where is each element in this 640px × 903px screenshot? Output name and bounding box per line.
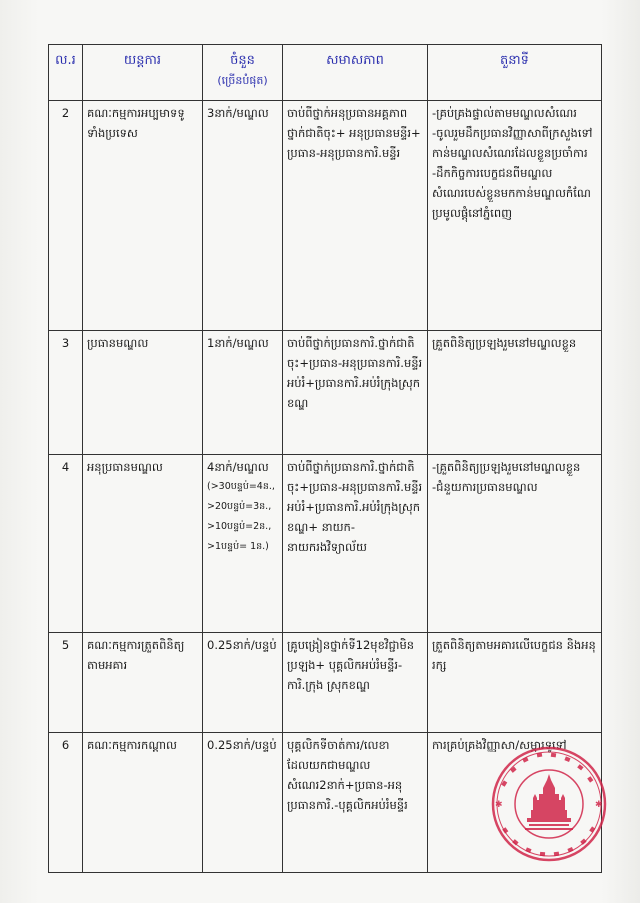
count-line: 0.25នាក់/បន្ទប់ — [207, 738, 277, 752]
duty-line: ត្រួតពិនិត្យតាមអគារលើបេក្ខជន និងអនុរក្ស — [432, 638, 596, 672]
row-duty — [428, 633, 602, 733]
count-line: 1នាក់/មណ្ឌល — [207, 336, 269, 350]
duty-line: -គ្រួតពិនិត្យប្រឡងរួមនៅមណ្ឌលខ្លួន — [432, 460, 581, 474]
row-number: 3 — [49, 331, 83, 455]
row-number: 2 — [49, 101, 83, 331]
row-mechanism: គណៈកម្មការត្រួតពិនិត្យតាមអគារ — [83, 633, 203, 733]
official-seal-stamp — [489, 744, 609, 864]
row-mechanism: ប្រធានមណ្ឌល — [83, 331, 203, 455]
svg-text:✱: ✱ — [495, 800, 503, 810]
count-line: 3នាក់/មណ្ឌល — [207, 106, 269, 120]
row-mechanism: គណៈកម្មការកណ្តាល — [83, 733, 203, 873]
count-note-line: >20បន្ទប់=3ន., — [207, 501, 272, 512]
duty-line: -ជំនួយការប្រធានមណ្ឌល — [432, 480, 538, 494]
duty-line: -គ្រប់គ្រងផ្ទាល់តាមមណ្ឌលសំណេរ — [432, 106, 577, 120]
table-row — [49, 331, 602, 455]
header-no: ល.រ — [49, 45, 83, 101]
row-number: 4 — [49, 455, 83, 633]
row-mechanism: អនុប្រធានមណ្ឌល — [83, 455, 203, 633]
count-line: 0.25នាក់/បន្ទប់ — [207, 638, 277, 652]
table-row — [49, 455, 602, 633]
count-note-line: (>30បន្ទប់=4ន., — [207, 481, 275, 492]
row-duty — [428, 455, 602, 633]
count-note-line: >1បន្ទប់= 1ន.) — [207, 541, 269, 552]
header-duty: តួនាទី — [428, 45, 602, 101]
count-note-line: >10បន្ទប់=2ន., — [207, 521, 272, 532]
row-count — [203, 331, 283, 455]
row-composition: ចាប់ពីថ្នាក់ប្រធានការិ.ថ្នាក់ជាតិចុះ+ប្រធាន-អនុប្រធានការិ.មន្ទីរអប់រំ+ប្រធានការិ.អប់រំក្រុងស្រុកខណ្ឌ — [283, 331, 428, 455]
header-composition: សមាសភាព — [283, 45, 428, 101]
row-number: 6 — [49, 733, 83, 873]
row-count — [203, 633, 283, 733]
svg-text:✱: ✱ — [595, 800, 603, 810]
row-composition: បុគ្គលិកទីចាត់ការ/លេខាដែលយកជាមណ្ឌលសំណេរ2នាក់+ប្រធាន-អនុប្រធានការិ.-បុគ្គលិកអប់រំមន្ទីរ — [283, 733, 428, 873]
row-number: 5 — [49, 633, 83, 733]
header-count-note: (ច្រើនបំផុត) — [217, 74, 268, 87]
row-composition: ចាប់ពីថ្នាក់អនុប្រធានអគ្គភាពថ្នាក់ជាតិចុះ+ អនុប្រធានមន្ទីរ+ ប្រធាន-អនុប្រធានការិ.មន្ទីរ — [283, 101, 428, 331]
row-count — [203, 455, 283, 633]
row-count — [203, 733, 283, 873]
row-composition: ចាប់ពីថ្នាក់ប្រធានការិ.ថ្នាក់ជាតិចុះ+ប្រធាន-អនុប្រធានការិ.មន្ទីរអប់រំ+ប្រធានការិ.អប់រំក្រុងស្រុកខណ្ឌ+ នាយក-នាយករងវិទ្យាល័យ — [283, 455, 428, 633]
duty-line: -ចូលរួមដឹកប្រធានវិញ្ញាសាពីក្រសួងទៅកាន់មណ្ឌលសំណេរដែលខ្លួនប្រចាំការ — [432, 126, 593, 160]
row-duty — [428, 331, 602, 455]
row-mechanism: គណៈកម្មការអប្បមាទទូទាំងប្រទេស — [83, 101, 203, 331]
row-count — [203, 101, 283, 331]
count-line: 4នាក់/មណ្ឌល — [207, 460, 269, 474]
row-duty — [428, 101, 602, 331]
header-mechanism: យន្តការ — [83, 45, 203, 101]
table-row — [49, 101, 602, 331]
duty-line: -ដឹកកិច្ចការបេក្ខជនពីមណ្ឌលសំណេរបេស់ខ្លួនមកកាន់មណ្ឌលកំណែប្រមូលផ្តុំនៅភ្នំពេញ — [432, 166, 591, 220]
header-count-label: ចំនួន — [230, 53, 255, 68]
duty-line: គ្រួតពិនិត្យប្រឡងរួមនៅមណ្ឌលខ្លួន — [432, 336, 577, 350]
table-header-row — [49, 45, 602, 101]
header-count — [203, 45, 283, 101]
table-row — [49, 633, 602, 733]
duty-line: ការគ្រប់គ្រងវិញ្ញាសា/សម្ភារទូទៅ — [432, 738, 567, 752]
row-composition: គ្រូបង្រៀនថ្នាក់ទី12មុខវិជ្ជាមិនប្រឡង+ បុគ្គលិកអប់រំមន្ទីរ-ការិ.ក្រុង ស្រុកខណ្ឌ — [283, 633, 428, 733]
